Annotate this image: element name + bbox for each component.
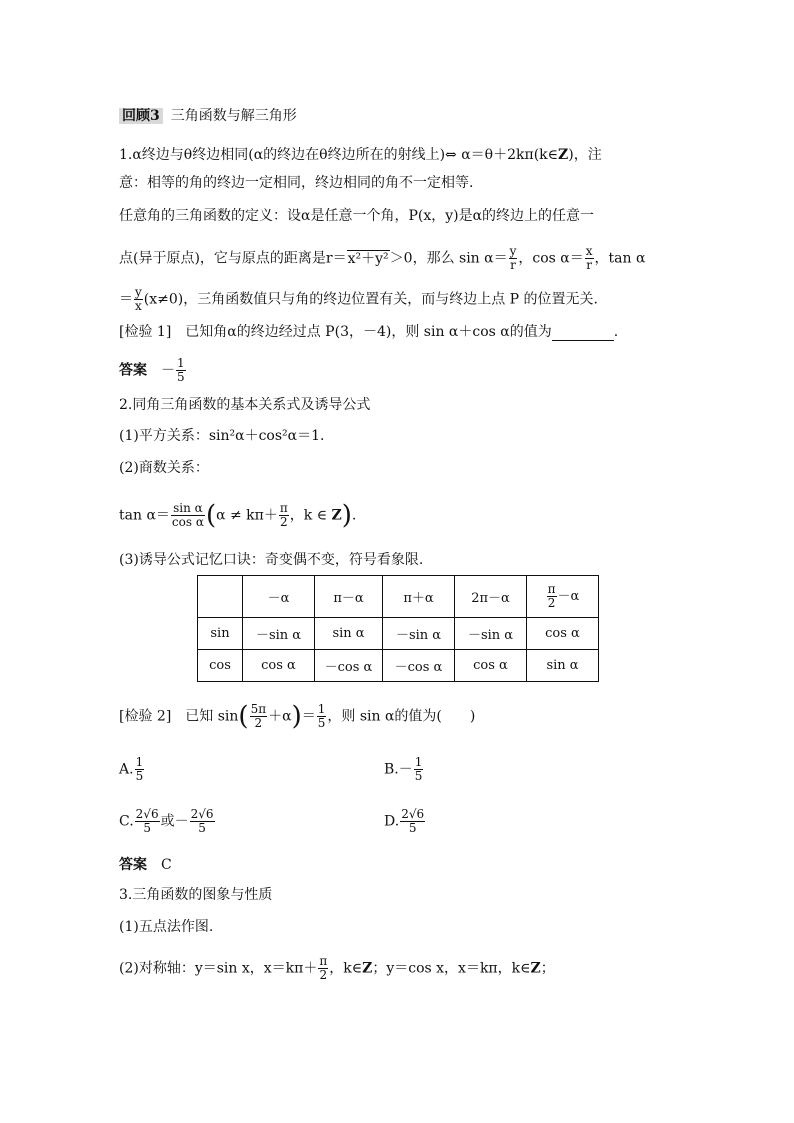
answer-fraction: $\frac{1}{5}$	[177, 356, 185, 384]
item1-line3: 任意角的三角函数的定义：设α是任意一个角，P(x，y)是α的终边上的任意一	[119, 208, 595, 224]
item1-line2: 意：相等的角的终边一定相同，终边相同的角不一定相等.	[119, 175, 474, 191]
item3-title: 3.三角函数的图象与性质	[119, 887, 273, 903]
item2-mnemonic: (3)诱导公式记忆口诀：奇变偶不变，符号看象限.	[119, 552, 424, 568]
fraction-y-over-x: $\frac{y}{x}$	[135, 285, 142, 313]
check1-answer: 答案 － $\frac{1}{5}$	[119, 356, 185, 384]
answer-label: 答案	[119, 362, 147, 379]
table-row: cos cos α －cos α －cos α cos α sin α	[198, 650, 599, 682]
section-heading	[119, 107, 297, 125]
check2-question: [检验 2] 已知 sin( $\frac{5\pi}{2}$ ＋α)＝ $\frac{1}{5}$ ，则 sin α的值为( )	[119, 701, 476, 732]
table-header: π＋α	[383, 576, 455, 618]
table-header: 2π－α	[455, 576, 527, 618]
item3-five-point: (1)五点法作图.	[119, 919, 214, 935]
item1-line5: ＝ $\frac{y}{x}$ (x≠0)，三角函数值只与角的终边位置有关，而与终边上点 P 的位置无关.	[119, 285, 599, 313]
option-b[interactable]: B.－ $\frac{1}{5}$	[384, 755, 423, 783]
option-a[interactable]: A. $\frac{1}{5}$	[119, 755, 144, 783]
table-header: π－α	[315, 576, 383, 618]
item2-quotient-relation: (2)商数关系：	[119, 460, 209, 476]
section-title: 三角函数与解三角形	[170, 108, 297, 124]
item2-title: 2.同角三角函数的基本关系式及诱导公式	[119, 397, 371, 413]
answer-value: C	[161, 857, 172, 873]
option-c[interactable]: C. $\frac{2√6}{5}$ 或－ $\frac{2√6}{5}$	[119, 807, 214, 835]
fraction-x-over-r: $\frac{x}{r}$	[585, 244, 593, 272]
sqrt-expression: x²＋y²	[347, 250, 389, 267]
item1-line4: 点(异于原点)，它与原点的距离是r＝x²＋y²＞0，那么 sin α＝ $\frac{y}{r}$ ，cos α＝ $\frac{x}{r}$ ，tan α	[119, 244, 646, 272]
tan-formula: tan α＝ $\frac{\text{sin α}}{\text{cos α}}$ (α ≠ kπ＋ $\frac{\pi}{2}$ ，k ∈ Z).	[119, 500, 357, 531]
answer-blank	[552, 327, 614, 341]
table-header: －α	[243, 576, 315, 618]
fraction-y-over-r: $\frac{y}{r}$	[509, 244, 517, 272]
table-corner	[198, 576, 243, 618]
answer-label: 答案	[119, 857, 147, 873]
item1-line1: 1.α终边与θ终边相同(α的终边在θ终边所在的射线上)⇔ α＝θ＋2kπ(k∈Z)，注	[119, 147, 602, 163]
section-label: 回顾3	[119, 108, 163, 124]
option-d[interactable]: D. $\frac{2√6}{5}$	[384, 807, 425, 835]
check2-answer	[119, 856, 172, 874]
table-header: $\frac{\pi}{2}$ －α	[527, 576, 599, 618]
item2-square-relation: (1)平方关系：sin²α＋cos²α＝1.	[119, 428, 325, 444]
sin-over-cos-fraction: $\frac{\text{sin α}}{\text{cos α}}$	[171, 501, 204, 529]
item3-symmetry-axis: (2)对称轴：y＝sin x，x＝kπ＋ $\frac{\pi}{2}$ ，k∈Z；y＝cos x，x＝kπ，k∈Z；	[119, 954, 555, 982]
table-row: sin －sin α sin α －sin α －sin α cos α	[198, 618, 599, 650]
check1-question: [检验 1] 已知角α的终边经过点 P(3，－4)，则 sin α＋cos α的值为 .	[119, 324, 619, 340]
induction-formula-table	[197, 575, 599, 682]
